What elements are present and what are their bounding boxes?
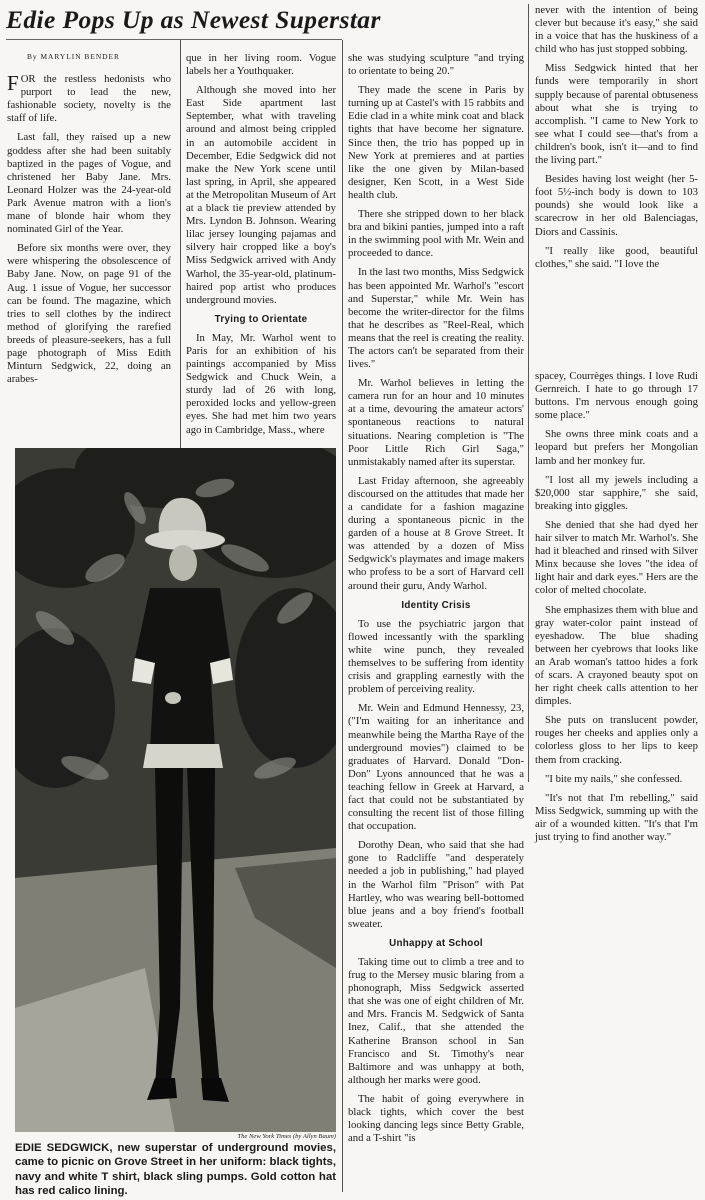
column-4 bbox=[535, 4, 698, 277]
subhead: Trying to Orientate bbox=[214, 313, 308, 325]
paragraph: Besides having lost weight (her 5-foot 5½-inch body is down to 103 pounds) she would look like a scarecrow in her old Balenciagas, Diors and Cassinis. bbox=[535, 173, 698, 238]
paragraph: "I bite my nails," she confessed. bbox=[545, 772, 683, 785]
paragraph: Before six months were over, they were whispering the obsolescence of Baby Jane. Now, on page 91 of the Aug. 1 issue of Vogue, her successor can be found. The magazine, which tries to sell clothes by the indirect method of glorifying the rarefied breeds of pleasure-seekers, has a full page photograph of Miss Edith Minturn Sedgwick, 22, doing an arabes- bbox=[7, 242, 171, 386]
photo-illustration bbox=[15, 448, 336, 1132]
photo-caption: EDIE SEDGWICK, new superstar of underground movies, came to picnic on Grove Street in her uniform: black tights, navy and white T shirt, black sling pumps. Gold cotton hat has red calico lining. bbox=[15, 1142, 336, 1198]
paragraph: Mr. Wein and Edmund Hennessy, 23, ("I'm waiting for an inheritance and meanwhile being the Martha Raye of the underground movies") claimed to be graduates of Harvard. Donald "Don-Don" Lyons announced that he was a teaching fellow in Greek at Harvard, a fact that could not be substantiated by consulting the recent list of those filling that occupation. bbox=[348, 702, 524, 833]
column-3 bbox=[348, 52, 524, 1151]
column-rule bbox=[342, 40, 343, 1192]
paragraph: She owns three mink coats and a leopard but prefers her Mongolian lamb and her monkey fur. bbox=[535, 428, 698, 467]
headline: Edie Pops Up as Newest Superstar bbox=[6, 5, 381, 34]
paragraph: She emphasizes them with blue and gray water-color paint instead of eyeshadow. The blue shading between her cyebrows that looks like an Arab woman's tattoo hides a fork of scars. A crayoned beauty spot on her right cheek calls attention to her dimples. bbox=[535, 603, 698, 708]
paragraph: Miss Sedgwick hinted that her funds were temporarily in short supply because of parental obtuseness about what she is trying to accomplish. "I came to New York to see what I could see—that's from a children's book, isn't it—and to find the living part." bbox=[535, 62, 698, 167]
paragraph: They made the scene in Paris by turning up at Castel's with 15 rabbits and Edie clad in a white mink coat and black tights that have become her signature. Since then, the trio has popped up in New York at premieres and at parties like the one given by Milan-based designer, Ken Scott, in a West Side health club. bbox=[348, 84, 524, 201]
column-4-continued bbox=[535, 370, 698, 850]
paragraph: Mr. Warhol believes in letting the camera run for an hour and 10 minutes at a time, devouring the amateur actors' spontaneous reactions to natural situations. Nearing completion is "The Poor Little Rich Girl Saga," unmistakably named after its superstar. bbox=[348, 377, 524, 468]
paragraph: never with the intention of being clever but because it's easy," she said in a voice that has the huskiness of a child who has just stopped sobbing. bbox=[535, 4, 698, 56]
paragraph: spacey, Courrèges things. I love Rudi Gernreich. I hate to go through 17 buttons. I'm nervous enough going some place." bbox=[535, 370, 698, 422]
paragraph: "It's not that I'm rebelling," said Miss Sedgwick, summing up with the air of a wounded kitten. "It's that I'm just trying to find another way." bbox=[535, 791, 698, 843]
paragraph: She denied that she had dyed her hair silver to match Mr. Warhol's. She had it bleached and rinsed with Silver Minx because she loves "the idea of light hair and dark eyes." Hers are the color of melted chocolate. bbox=[535, 518, 698, 597]
paragraph: In the last two months, Miss Sedgwick has been appointed Mr. Warhol's "escort and Superstar," while Mr. Wein has become the writer-director for the films that he describes as "Reel-Real, which means that the reel is creating the reality. The actors can't be separated from their lives." bbox=[348, 266, 524, 371]
column-rule bbox=[180, 40, 181, 448]
paragraph: In May, Mr. Warhol went to Paris for an exhibition of his paintings accompanied by Miss Sedgwick and Chuck Wein, a sturdy lad of 26 with long, peroxided locks and yellow-green eyes. She had met him two years ago in Cambridge, Mass., where bbox=[186, 331, 336, 436]
column-rule bbox=[528, 4, 529, 782]
paragraph: To use the psychiatric jargon that flowed incessantly with the sparkling white wine punch, they revealed themselves to be suffering from identity crisis and grappling earnestly with the problem of perceiving reality. bbox=[348, 617, 524, 696]
paragraph: She puts on translucent powder, rouges her cheeks and applies only a colorless gloss to her lips to keep them from cracking. bbox=[535, 714, 698, 766]
paragraph: Dorothy Dean, who said that she had gone to Radcliffe "and desperately needed a job in publishing," had played in the Warhol film "Prison" with Pat Hartley, who was wearing bell-bottomed blue jeans and a boy friend's football sweater. bbox=[348, 839, 524, 930]
paragraph: Last fall, they raised up a new goddess after she had been suitably baptized in the pages of Vogue, and christened her Baby Jane. Mrs. Leonard Holzer was the 24-year-old Park Avenue matron with a lion's mane of blonde hair whom they nominated Girl of the Year. bbox=[7, 131, 171, 236]
drop-cap: F bbox=[7, 71, 19, 96]
paragraph: she was studying sculpture "and trying to orientate to being 20." bbox=[348, 52, 524, 78]
photo-credit: The New York Times (by Allyn Baum) bbox=[237, 1133, 336, 1140]
paragraph: que in her living room. Vogue labels her a Youthquaker. bbox=[186, 52, 336, 78]
subhead: Unhappy at School bbox=[389, 937, 483, 949]
paragraph: Taking time out to climb a tree and to frug to the Mersey music blaring from a phonograph, Miss Sedgwick asserted that she was one of eight children of Mr. and Mrs. Francis M. Sedgwick of Santa Inez, Calif., that she attended the Katherine Branson school in San Francisco and St. Timothy's near Baltimore and was unhappy at both, although her marks were good. bbox=[348, 956, 524, 1086]
subhead: Identity Crisis bbox=[401, 599, 471, 611]
paragraph: "I lost all my jewels including a $20,000 star sapphire," she said, breaking into giggles. bbox=[535, 473, 698, 512]
paragraph: There she stripped down to her black bra and bikini panties, jumped into a raft in the swimming pool with Mr. Wein and proceeded to dance. bbox=[348, 208, 524, 260]
paragraph: The habit of going everywhere in black tights, which cover the best looking dancing legs since Betty Grable, and a T-shirt "is bbox=[348, 1092, 524, 1145]
photo-edie-sedgwick bbox=[15, 448, 336, 1132]
column-1 bbox=[7, 40, 171, 392]
column-2 bbox=[186, 52, 336, 443]
paragraph: Although she moved into her East Side apartment last September, what with traveling around and almost being crippled in an automobile accident in December, Edie Sedgwick did not make the New York scene until last spring, in April, she appeared at the Metropolitan Museum of Art at a black tie preview attended by Mrs. Lyndon B. Johnson. Wearing lilac jersey lounging pajamas and silvery hair cropped like a boy's Miss Sedgwick arrived with Andy Warhol, the 35-year-old, platinum-haired pop artist who produces underground movies. bbox=[186, 84, 336, 306]
paragraph: Last Friday afternoon, she agreeably discoursed on the attitudes that made her a candidate for a fashion magazine during a spontaneous picnic in the garden of a house at 8 Grove Street. It was attended by a dozen of Miss Sedgwick's playmates and image makers who profess to be a sort of Harvard cell around their guru, Andy Warhol. bbox=[348, 474, 524, 592]
paragraph: FOR the restless hedonists who purport to lead the new, fashionable society, novelty is the staff of life. bbox=[7, 71, 171, 125]
paragraph: "I really like good, beautiful clothes," she said. "I love the bbox=[535, 244, 698, 270]
byline: By MARYLIN BENDER bbox=[27, 52, 120, 61]
